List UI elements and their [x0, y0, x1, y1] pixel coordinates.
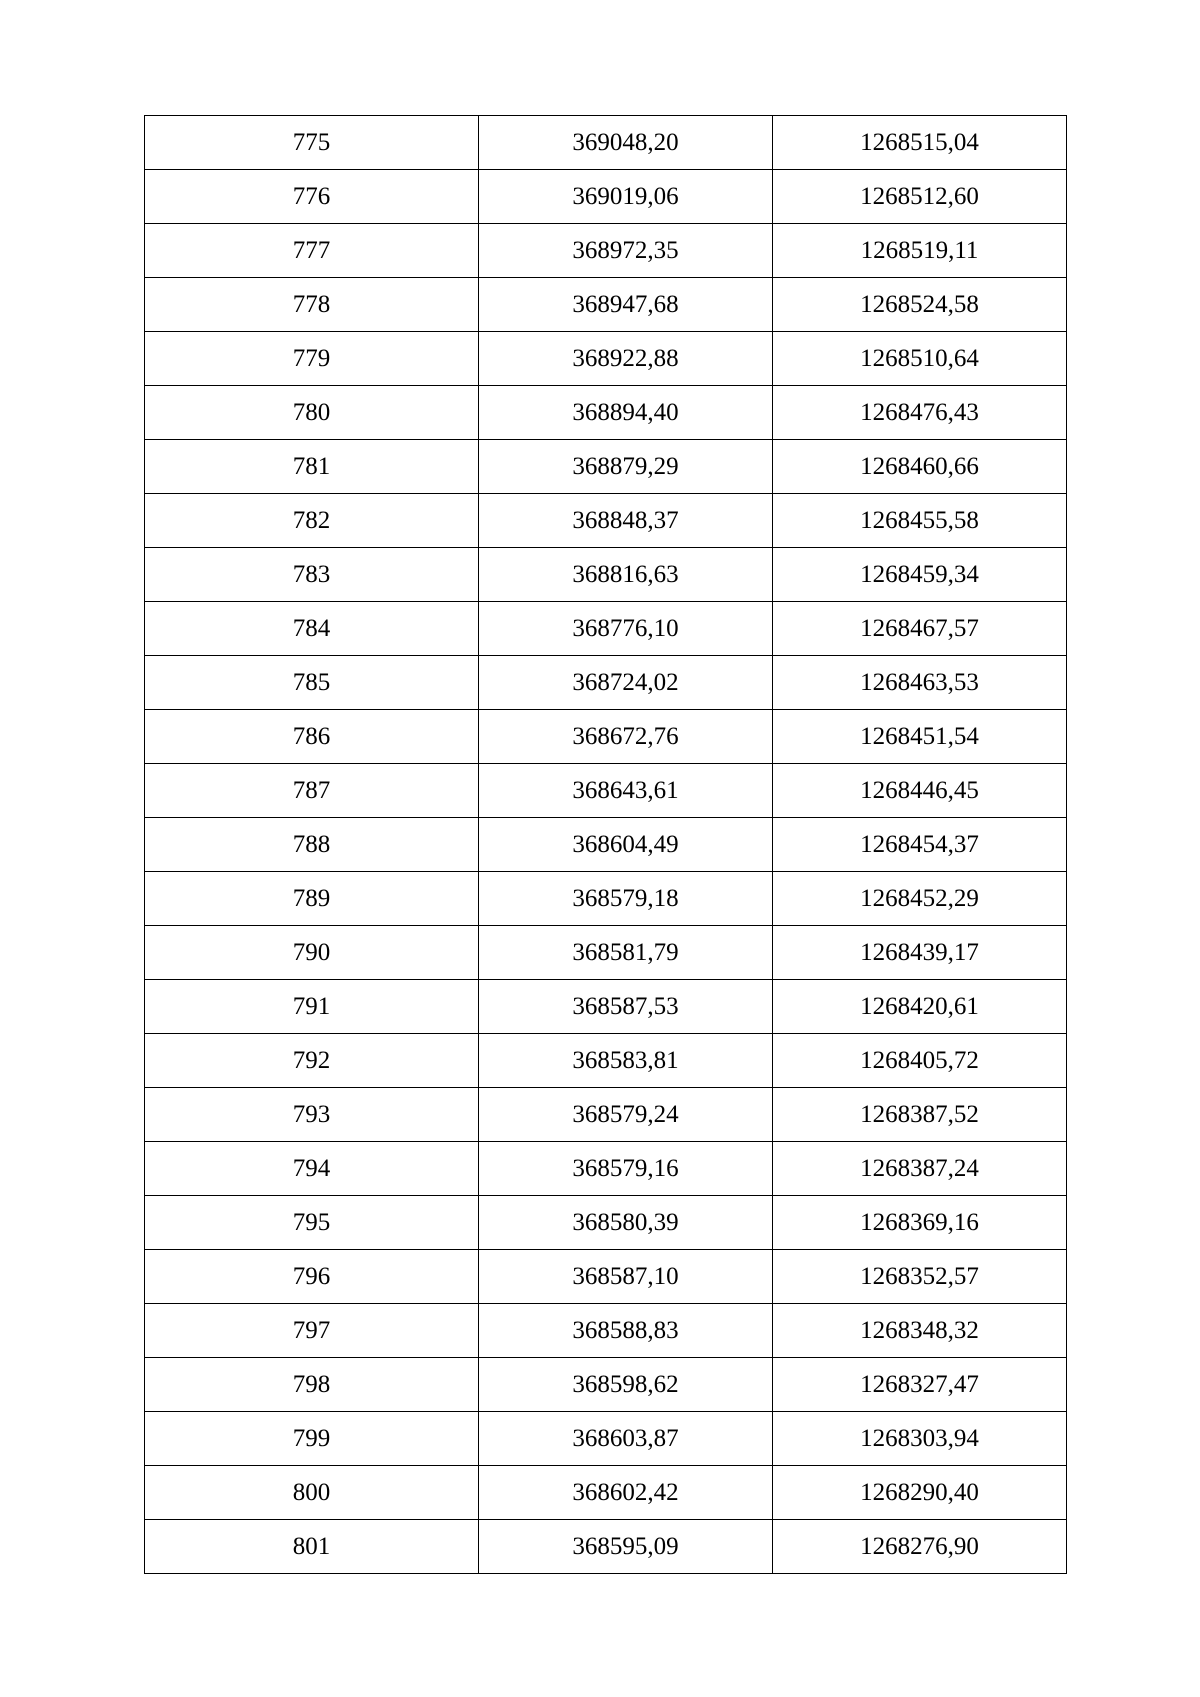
- y-coordinate-cell: 1268459,34: [773, 548, 1067, 602]
- y-coordinate-cell: 1268515,04: [773, 116, 1067, 170]
- x-coordinate-cell: 368583,81: [479, 1034, 773, 1088]
- point-number-cell: 784: [145, 602, 479, 656]
- table-row: [145, 224, 1067, 278]
- x-coordinate-cell: 368672,76: [479, 710, 773, 764]
- table-row: [145, 1304, 1067, 1358]
- point-number-cell: 793: [145, 1088, 479, 1142]
- y-coordinate-cell: 1268276,90: [773, 1520, 1067, 1574]
- y-coordinate-cell: 1268451,54: [773, 710, 1067, 764]
- point-number-cell: 777: [145, 224, 479, 278]
- table-row: [145, 764, 1067, 818]
- x-coordinate-cell: 368972,35: [479, 224, 773, 278]
- y-coordinate-cell: 1268348,32: [773, 1304, 1067, 1358]
- x-coordinate-cell: 368580,39: [479, 1196, 773, 1250]
- point-number-cell: 782: [145, 494, 479, 548]
- x-coordinate-cell: 368581,79: [479, 926, 773, 980]
- y-coordinate-cell: 1268420,61: [773, 980, 1067, 1034]
- table-row: [145, 1412, 1067, 1466]
- table-row: [145, 1088, 1067, 1142]
- table-row: [145, 494, 1067, 548]
- point-number-cell: 799: [145, 1412, 479, 1466]
- point-number-cell: 776: [145, 170, 479, 224]
- table-row: [145, 602, 1067, 656]
- y-coordinate-cell: 1268369,16: [773, 1196, 1067, 1250]
- table-row: [145, 1034, 1067, 1088]
- point-number-cell: 781: [145, 440, 479, 494]
- x-coordinate-cell: 368894,40: [479, 386, 773, 440]
- table-row: [145, 1358, 1067, 1412]
- point-number-cell: 795: [145, 1196, 479, 1250]
- point-number-cell: 786: [145, 710, 479, 764]
- point-number-cell: 801: [145, 1520, 479, 1574]
- point-number-cell: 798: [145, 1358, 479, 1412]
- x-coordinate-cell: 368816,63: [479, 548, 773, 602]
- x-coordinate-cell: 369019,06: [479, 170, 773, 224]
- table-row: [145, 1520, 1067, 1574]
- point-number-cell: 788: [145, 818, 479, 872]
- y-coordinate-cell: 1268467,57: [773, 602, 1067, 656]
- table-row: [145, 710, 1067, 764]
- coordinates-table: [144, 115, 1067, 1574]
- x-coordinate-cell: 368588,83: [479, 1304, 773, 1358]
- table-row: [145, 872, 1067, 926]
- point-number-cell: 775: [145, 116, 479, 170]
- y-coordinate-cell: 1268405,72: [773, 1034, 1067, 1088]
- y-coordinate-cell: 1268476,43: [773, 386, 1067, 440]
- x-coordinate-cell: 368947,68: [479, 278, 773, 332]
- y-coordinate-cell: 1268387,24: [773, 1142, 1067, 1196]
- table-row: [145, 116, 1067, 170]
- x-coordinate-cell: 368643,61: [479, 764, 773, 818]
- y-coordinate-cell: 1268446,45: [773, 764, 1067, 818]
- y-coordinate-cell: 1268463,53: [773, 656, 1067, 710]
- point-number-cell: 787: [145, 764, 479, 818]
- y-coordinate-cell: 1268510,64: [773, 332, 1067, 386]
- y-coordinate-cell: 1268455,58: [773, 494, 1067, 548]
- y-coordinate-cell: 1268512,60: [773, 170, 1067, 224]
- x-coordinate-cell: 368848,37: [479, 494, 773, 548]
- table-row: [145, 440, 1067, 494]
- point-number-cell: 790: [145, 926, 479, 980]
- y-coordinate-cell: 1268303,94: [773, 1412, 1067, 1466]
- point-number-cell: 789: [145, 872, 479, 926]
- x-coordinate-cell: 368579,18: [479, 872, 773, 926]
- table-row: [145, 656, 1067, 710]
- y-coordinate-cell: 1268460,66: [773, 440, 1067, 494]
- x-coordinate-cell: 368602,42: [479, 1466, 773, 1520]
- table-row: [145, 1142, 1067, 1196]
- table-row: [145, 170, 1067, 224]
- point-number-cell: 779: [145, 332, 479, 386]
- x-coordinate-cell: 368579,16: [479, 1142, 773, 1196]
- x-coordinate-cell: 368603,87: [479, 1412, 773, 1466]
- point-number-cell: 791: [145, 980, 479, 1034]
- point-number-cell: 780: [145, 386, 479, 440]
- x-coordinate-cell: 368587,10: [479, 1250, 773, 1304]
- y-coordinate-cell: 1268524,58: [773, 278, 1067, 332]
- y-coordinate-cell: 1268519,11: [773, 224, 1067, 278]
- table-row: [145, 980, 1067, 1034]
- x-coordinate-cell: 368595,09: [479, 1520, 773, 1574]
- y-coordinate-cell: 1268439,17: [773, 926, 1067, 980]
- point-number-cell: 800: [145, 1466, 479, 1520]
- y-coordinate-cell: 1268387,52: [773, 1088, 1067, 1142]
- x-coordinate-cell: 368922,88: [479, 332, 773, 386]
- table-row: [145, 278, 1067, 332]
- point-number-cell: 785: [145, 656, 479, 710]
- x-coordinate-cell: 368604,49: [479, 818, 773, 872]
- y-coordinate-cell: 1268327,47: [773, 1358, 1067, 1412]
- point-number-cell: 794: [145, 1142, 479, 1196]
- y-coordinate-cell: 1268290,40: [773, 1466, 1067, 1520]
- y-coordinate-cell: 1268352,57: [773, 1250, 1067, 1304]
- coordinates-table-body: [145, 116, 1067, 1574]
- x-coordinate-cell: 368879,29: [479, 440, 773, 494]
- table-row: [145, 926, 1067, 980]
- point-number-cell: 792: [145, 1034, 479, 1088]
- table-row: [145, 548, 1067, 602]
- table-row: [145, 1466, 1067, 1520]
- y-coordinate-cell: 1268452,29: [773, 872, 1067, 926]
- point-number-cell: 796: [145, 1250, 479, 1304]
- x-coordinate-cell: 369048,20: [479, 116, 773, 170]
- x-coordinate-cell: 368724,02: [479, 656, 773, 710]
- table-row: [145, 818, 1067, 872]
- table-row: [145, 1196, 1067, 1250]
- point-number-cell: 797: [145, 1304, 479, 1358]
- x-coordinate-cell: 368587,53: [479, 980, 773, 1034]
- point-number-cell: 778: [145, 278, 479, 332]
- point-number-cell: 783: [145, 548, 479, 602]
- x-coordinate-cell: 368579,24: [479, 1088, 773, 1142]
- table-row: [145, 332, 1067, 386]
- x-coordinate-cell: 368598,62: [479, 1358, 773, 1412]
- y-coordinate-cell: 1268454,37: [773, 818, 1067, 872]
- table-row: [145, 1250, 1067, 1304]
- table-row: [145, 386, 1067, 440]
- x-coordinate-cell: 368776,10: [479, 602, 773, 656]
